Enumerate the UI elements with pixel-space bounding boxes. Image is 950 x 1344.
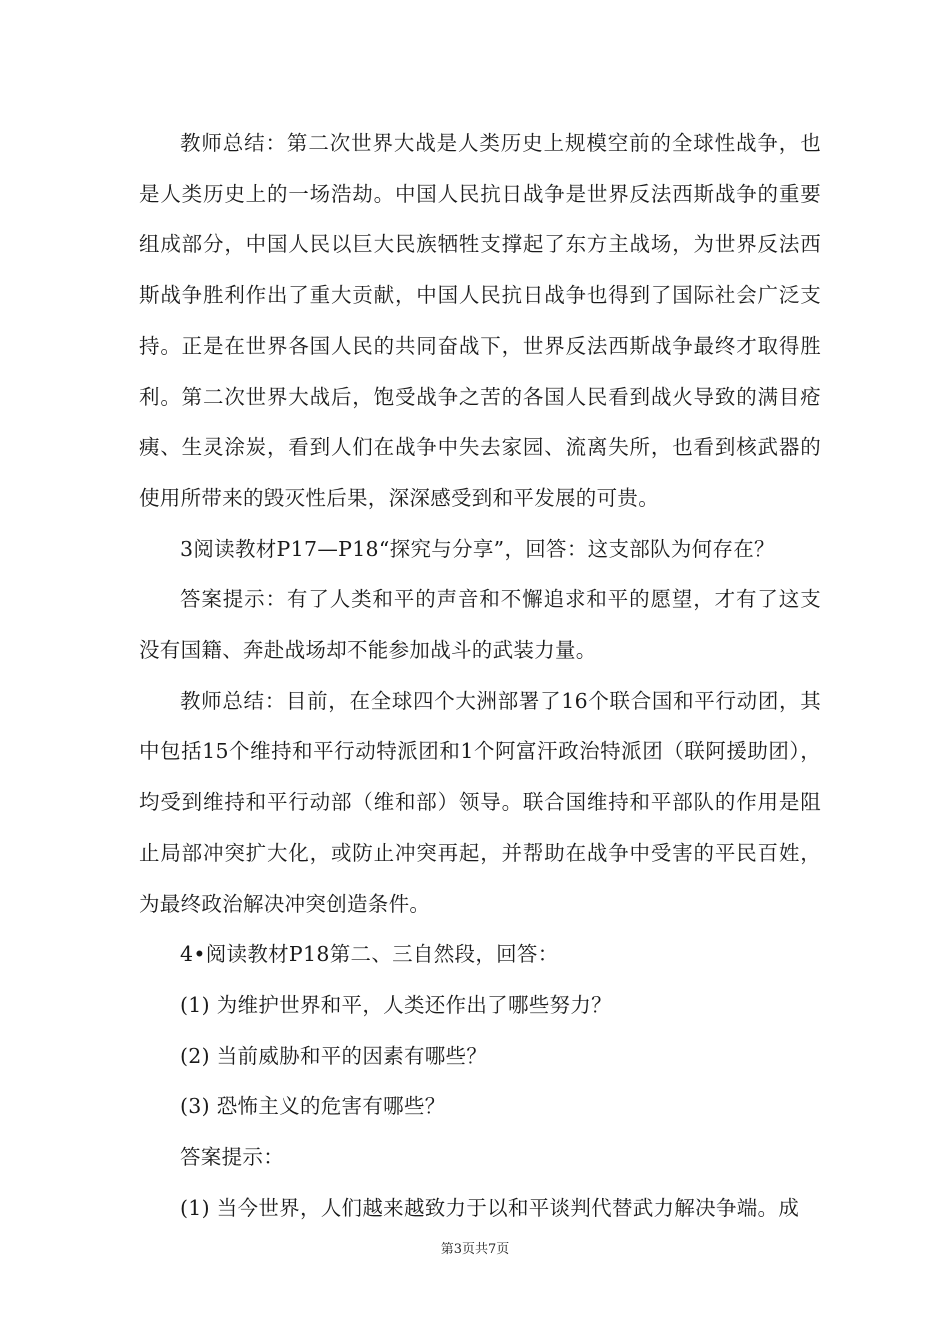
paragraph-question-4-1: (1) 为维护世界和平，人类还作出了哪些努力？	[180, 992, 612, 1017]
paragraph-question-4-3: (3) 恐怖主义的危害有哪些？	[180, 1094, 446, 1119]
paragraph-answer-hint-4-heading: 答案提示：	[180, 1145, 284, 1170]
paragraph-question-4: 4•阅读教材P18第二、三自然段，回答：	[180, 942, 559, 967]
paragraph-teacher-summary-ww2: 教师总结：第二次世界大战是人类历史上规模空前的全球性战争，也是人类历史上的一场浩劫。中国人民抗日战争是世界反法西斯战争的重要组成部分，中国人民以巨大民族牺牲支撑起了东方主战场，为世界反法西斯战争胜利作出了重大贡献，中国人民抗日战争也得到了国际社会广泛支持。正是在世界各国人民的共同奋战下，世界反法西斯战争最终才取得胜利。第二次世界大战后，饱受战争之苦的各国人民看到战火导致的满目疮痍、生灵涂炭，看到人们在战争中失去家园、流离失所，也看到核武器的使用所带来的毁灭性后果，深深感受到和平发展的可贵。	[139, 131, 821, 510]
paragraph-answer-hint-4-1: (1) 当今世界，人们越来越致力于以和平谈判代替武力解决争端。成	[180, 1195, 800, 1220]
paragraph-answer-hint-3: 答案提示：有了人类和平的声音和不懈追求和平的愿望，才有了这支没有国籍、奔赴战场却不能参加战斗的武装力量。	[139, 587, 821, 663]
paragraph-teacher-summary-peacekeeping: 教师总结：目前，在全球四个大洲部署了16个联合国和平行动团，其中包括15个维持和平行动特派团和1个阿富汗政治特派团（联阿援助团），均受到维持和平行动部（维和部）领导。联合国维持和平部队的作用是阻止局部冲突扩大化，或防止冲突再起，并帮助在战争中受害的平民百姓，为最终政治解决冲突创造条件。	[139, 688, 821, 916]
paragraph-question-3: 3阅读教材P17—P18“探究与分享”，回答：这支部队为何存在？	[180, 536, 775, 561]
document-body	[139, 118, 821, 1233]
page-number-footer: 第3页共7页	[440, 1242, 510, 1257]
paragraph-question-4-2: (2) 当前威胁和平的因素有哪些？	[180, 1043, 488, 1068]
